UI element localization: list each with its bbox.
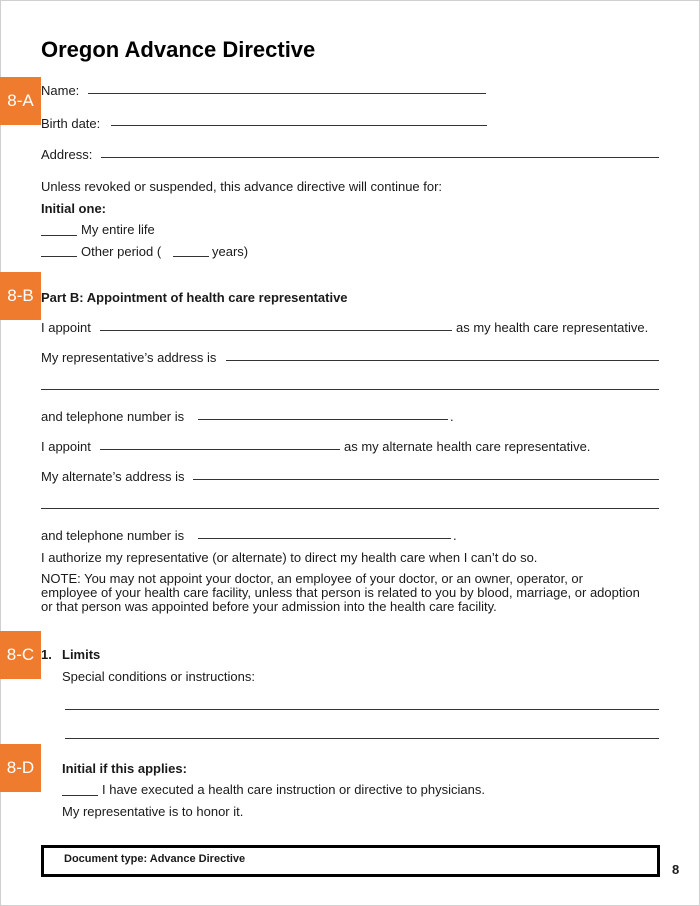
section-tag-8b: 8-B [0,272,41,320]
address-label: Address: [41,147,93,162]
alt-phone-label: and telephone number is [41,528,185,543]
address-field[interactable] [101,157,659,158]
page-number: 8 [672,862,680,877]
section-tag-8a: 8-A [0,77,41,125]
rep-phone-period: . [450,409,454,424]
limits-heading: Limits [62,647,101,662]
alt-appoint-label: I appoint [41,439,91,454]
alt-address-field[interactable] [193,479,659,480]
part-b-heading: Part B: Appointment of health care representative [41,290,348,305]
alt-address-label: My alternate’s address is [41,469,185,484]
rep-phone-label: and telephone number is [41,409,185,424]
name-field[interactable] [88,93,486,94]
note-text: NOTE: You may not appoint your doctor, an employee of your doctor, or an owner, operator, or employee of your health care facility, unless that person is related to you by blood, marriage, or adoption or that person was appointed before your admission into the health care facility. [41,571,640,614]
executed-text: I have executed a health care instruction or directive to physicians. [102,782,485,797]
section-tag-8d: 8-D [0,744,41,792]
document-type-label: Document type: Advance Directive [64,853,246,865]
rep-address-field-2[interactable] [41,389,659,390]
option-years-label: years) [212,244,249,259]
honor-text: My representative is to honor it. [62,804,244,819]
alt-phone-period: . [453,528,457,543]
rep-phone-field[interactable] [198,419,448,420]
alt-address-field-2[interactable] [41,508,659,509]
executed-initial-field[interactable] [62,795,98,796]
initial-one-label: Initial one: [41,201,106,216]
years-field[interactable] [173,256,209,257]
alt-appoint-suffix: as my alternate health care representative. [344,439,591,454]
alt-phone-field[interactable] [198,538,451,539]
duration-text: Unless revoked or suspended, this advance directive will continue for: [41,179,443,194]
limits-number: 1. [41,647,52,662]
alternate-name-field[interactable] [100,449,340,450]
initial-applies-heading: Initial if this applies: [62,761,187,776]
birth-date-field[interactable] [111,125,487,126]
initial-other-field[interactable] [41,256,77,257]
initial-life-field[interactable] [41,235,77,236]
appoint-label: I appoint [41,320,91,335]
page-title: Oregon Advance Directive [41,37,316,62]
appoint-suffix: as my health care representative. [456,320,649,335]
rep-address-label: My representative’s address is [41,350,217,365]
authorize-text: I authorize my representative (or alternate) to direct my health care when I can’t do so. [41,550,538,565]
option-other-period: Other period ( [81,244,162,259]
section-tag-8c: 8-C [0,631,41,679]
name-label: Name: [41,83,80,98]
special-conditions-line-1[interactable] [65,709,659,710]
option-entire-life: My entire life [81,222,155,237]
rep-address-field[interactable] [226,360,659,361]
birth-date-label: Birth date: [41,116,101,131]
document-type-box [41,845,660,877]
special-conditions-label: Special conditions or instructions: [62,669,255,684]
special-conditions-line-2[interactable] [65,738,659,739]
representative-name-field[interactable] [100,330,452,331]
